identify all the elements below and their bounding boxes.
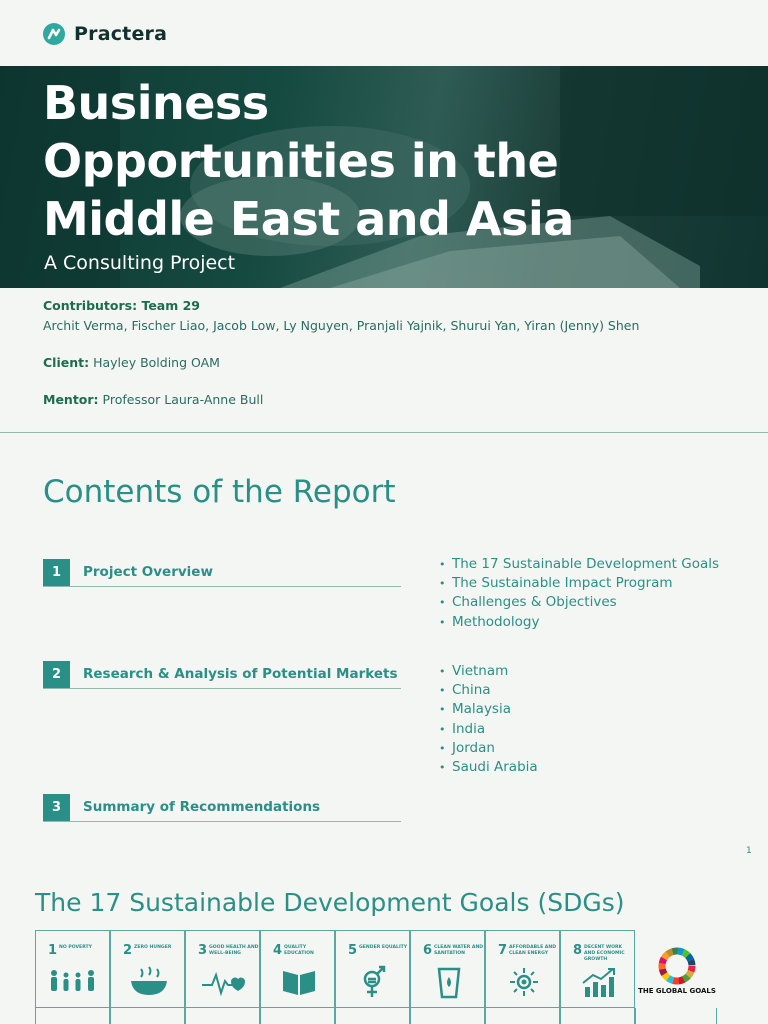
- contents-section-3[interactable]: [43, 794, 401, 822]
- contributors-list: Archit Verma, Fischer Liao, Jacob Low, Ly Nguyen, Pranjali Yajnik, Shurui Yan, Yiran (Jenny) Shen: [43, 318, 640, 333]
- sdg-number: 6: [423, 943, 433, 958]
- sdg-label: GENDER EQUALITY: [359, 945, 408, 950]
- gender-equality-icon: [348, 965, 400, 999]
- sdg-label: AFFORDABLE AND CLEAN ENERGY: [509, 945, 557, 956]
- sdg-tile-6: [410, 930, 485, 1008]
- sdg-number: 4: [273, 943, 283, 958]
- sun-energy-icon: [498, 965, 550, 999]
- bowl-icon: [123, 965, 175, 999]
- sdg-tile-12-partial: [260, 1008, 335, 1024]
- hero-banner: [0, 66, 768, 288]
- sdg-number: 1: [48, 943, 58, 958]
- brand-name: Practera: [74, 23, 168, 45]
- sdg-number: 5: [348, 943, 358, 958]
- sdg-label: NO POVERTY: [59, 945, 92, 950]
- sdg-heading: The 17 Sustainable Development Goals (SDGs): [35, 888, 625, 917]
- sdg-tile-11-partial: [185, 1008, 260, 1024]
- sdg-tile-15-partial: [485, 1008, 560, 1024]
- sdg-label: QUALITY EDUCATION: [284, 945, 314, 956]
- title-line-2: Opportunities in the: [43, 134, 559, 188]
- title-line-1: Business: [43, 76, 269, 130]
- list-item: • Methodology: [439, 613, 719, 632]
- global-goals-label: THE GLOBAL GOALS: [638, 987, 716, 995]
- sdg-tile-2: [110, 930, 185, 1008]
- report-title: [43, 74, 723, 248]
- section-title: Project Overview: [83, 564, 213, 580]
- mentor-label: Mentor:: [43, 392, 99, 407]
- contributors-label: Contributors: Team 29: [43, 298, 201, 313]
- sdg-wheel-icon: [657, 946, 697, 986]
- list-item: • Malaysia: [439, 700, 538, 719]
- sdg-label: ZERO HUNGER: [134, 945, 172, 950]
- sdg-tile-16-partial: [560, 1008, 635, 1024]
- sdg-tile-3: [185, 930, 260, 1008]
- heartbeat-icon: [198, 965, 250, 999]
- sdg-tile-17-partial: [635, 1008, 717, 1024]
- section-number-badge: 1: [43, 559, 70, 586]
- practera-logo[interactable]: [42, 22, 167, 46]
- sdg-tile-4: [260, 930, 335, 1008]
- contents-section-1[interactable]: [43, 559, 401, 587]
- practera-logo-icon: [42, 22, 66, 46]
- list-item: • The 17 Sustainable Development Goals: [439, 555, 719, 574]
- sdg-number: 2: [123, 943, 133, 958]
- sdg-number: 3: [198, 943, 208, 958]
- people-icon: [48, 965, 100, 999]
- list-item: • The Sustainable Impact Program: [439, 574, 719, 593]
- list-item: • China: [439, 681, 538, 700]
- sdg-tile-9-partial: [35, 1008, 110, 1024]
- sdg-label: DECENT WORK AND ECONOMIC GROWTH: [584, 945, 625, 962]
- report-subtitle: A Consulting Project: [44, 252, 236, 274]
- sdg-tile-1: [35, 930, 110, 1008]
- section-number-badge: 3: [43, 794, 70, 821]
- sdg-tile-7: [485, 930, 560, 1008]
- sdg-tile-10-partial: [110, 1008, 185, 1024]
- global-goals-logo: [637, 930, 717, 1008]
- mentor-name: Professor Laura-Anne Bull: [102, 392, 264, 407]
- section-number-badge: 2: [43, 661, 70, 688]
- section-2-topics: [439, 662, 538, 777]
- section-title: Summary of Recommendations: [83, 799, 321, 815]
- water-glass-icon: [423, 965, 475, 999]
- sdg-number: 7: [498, 943, 508, 958]
- title-line-3: Middle East and Asia: [43, 192, 574, 246]
- sdg-tile-8: [560, 930, 635, 1008]
- sdg-number: 8: [573, 943, 583, 958]
- list-item: • Jordan: [439, 739, 538, 758]
- sdg-label: CLEAN WATER AND SANITATION: [434, 945, 484, 956]
- sdg-label: GOOD HEALTH AND WELL-BEING: [209, 945, 259, 956]
- sdg-tile-14-partial: [410, 1008, 485, 1024]
- sdg-tile-5: [335, 930, 410, 1008]
- mentor-line: [43, 392, 263, 407]
- contents-heading: Contents of the Report: [43, 474, 396, 510]
- list-item: • India: [439, 720, 538, 739]
- section-divider: [0, 432, 768, 433]
- client-name: Hayley Bolding OAM: [93, 355, 220, 370]
- client-line: [43, 355, 220, 370]
- list-item: • Challenges & Objectives: [439, 593, 719, 612]
- top-bar: [0, 0, 768, 66]
- growth-chart-icon: [573, 965, 625, 999]
- client-label: Client:: [43, 355, 90, 370]
- sdg-tile-grid: [35, 930, 717, 1024]
- section-title: Research & Analysis of Potential Markets: [83, 666, 398, 682]
- section-1-topics: [439, 555, 719, 632]
- sdg-tile-13-partial: [335, 1008, 410, 1024]
- book-icon: [273, 965, 325, 999]
- list-item: • Saudi Arabia: [439, 758, 538, 777]
- page-number: 1: [746, 846, 752, 856]
- list-item: • Vietnam: [439, 662, 538, 681]
- contents-section-2[interactable]: [43, 661, 401, 689]
